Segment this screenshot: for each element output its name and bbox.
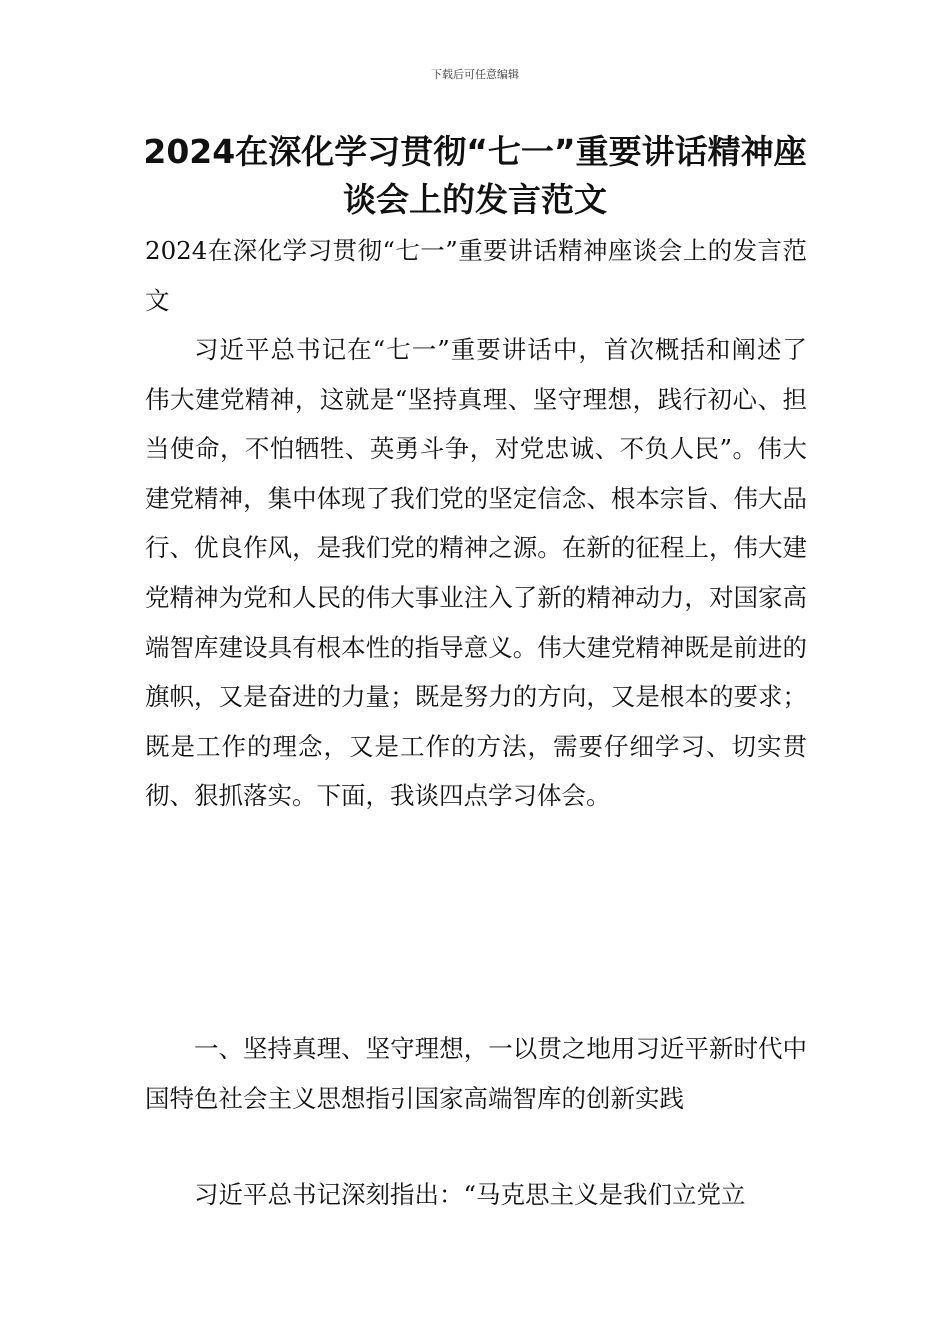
- paragraph-2: 习近平总书记深刻指出：“马克思主义是我们立党立: [194, 1180, 746, 1209]
- document-title: 2024在深化学习贯彻“七一”重要讲话精神座谈会上的发言范文: [143, 132, 807, 219]
- paragraph-intro: 习近平总书记在“七一”重要讲话中，首次概括和阐述了伟大建党精神，这就是“坚持真理、坚守理想，践行初心、担当使命，不怕牺牲、英勇斗争，对党忠诚、不负人民”。伟大建党精神，集中体现了我们党的坚定信念、根本宗旨、伟大品行、优良作风，是我们党的精神之源。在新的征程上，伟大建党精神为党和人民的伟大事业注入了新的精神动力，对国家高端智库建设具有根本性的指导意义。伟大建党精神既是前进的旗帜，又是奋进的力量；既是努力的方向，又是根本的要求；既是工作的理念，又是工作的方法，需要仔细学习、切实贯彻、狠抓落实。下面，我谈四点学习体会。: [145, 335, 807, 811]
- header-note: 下载后可任意编辑: [431, 68, 519, 81]
- section-heading-1: 一、坚持真理、坚守理想，一以贯之地用习近平新时代中国特色社会主义思想指引国家高端智库的创新实践: [145, 1034, 807, 1113]
- document-subtitle: 2024在深化学习贯彻“七一”重要讲话精神座谈会上的发言范文: [145, 236, 807, 315]
